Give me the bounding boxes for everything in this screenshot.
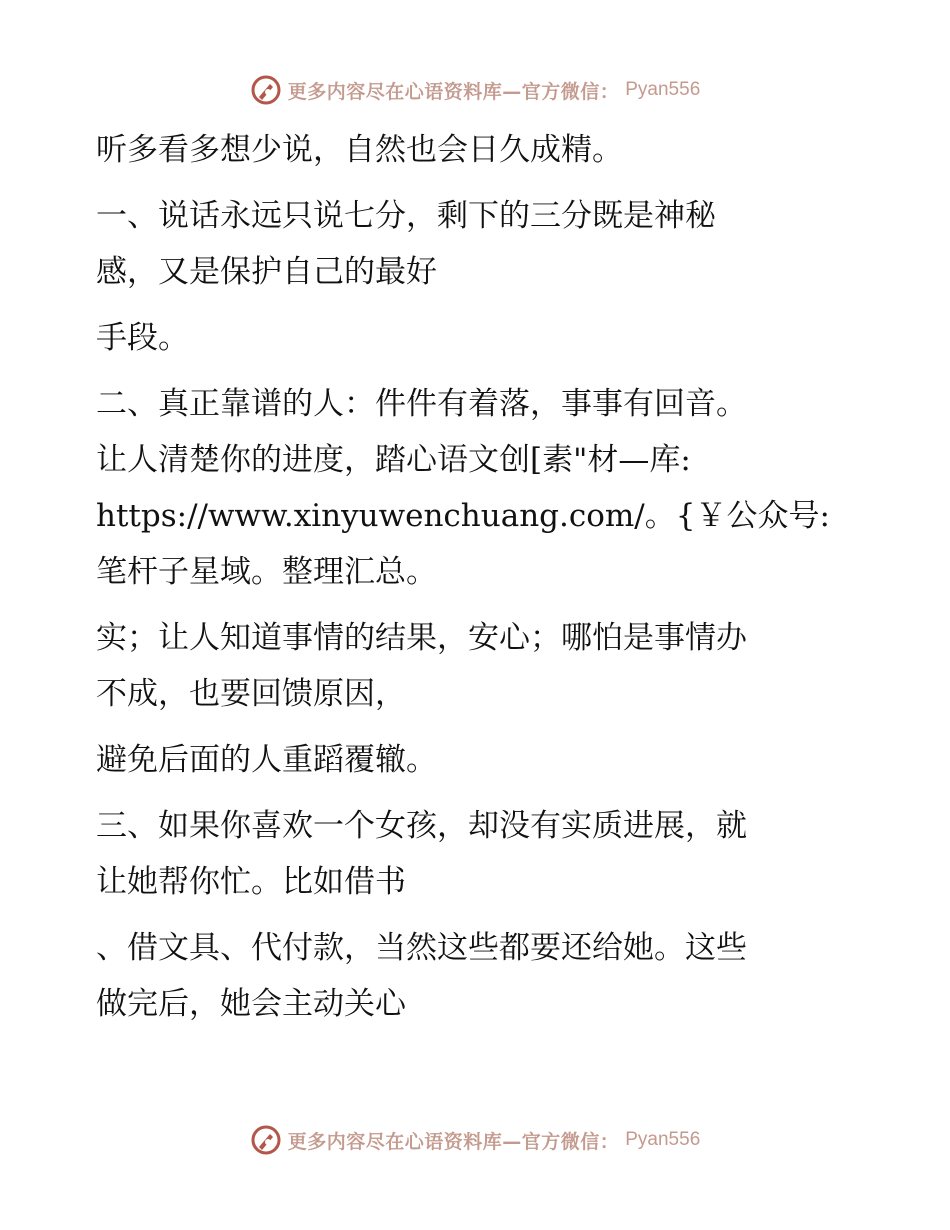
paragraph-line: 让她帮你忙。比如借书 — [96, 864, 406, 900]
paragraph-line: 做完后，她会主动关心 — [96, 986, 406, 1022]
paragraph-line: 听多看多想少说，自然也会日久成精。 — [96, 132, 623, 168]
paragraph-line: 手段。 — [96, 320, 189, 356]
paragraph-line: 一、说话永远只说七分，剩下的三分既是神秘 — [96, 198, 716, 234]
paragraph-line: 避免后面的人重蹈覆辙。 — [96, 742, 437, 778]
paragraph-line: 不成，也要回馈原因， — [96, 676, 406, 712]
paragraph-line: 感，又是保护自己的最好 — [96, 254, 437, 290]
paragraph-line: 、借文具、代付款，当然这些都要还给她。这些 — [96, 930, 747, 966]
footer-banner — [0, 1120, 950, 1160]
paragraph-line: 笔杆子星域。整理汇总。 — [96, 554, 437, 590]
document-body — [96, 122, 856, 1032]
footer-banner-contact: Pyan556 — [625, 1129, 701, 1150]
header-banner — [0, 70, 950, 110]
header-banner-contact: Pyan556 — [625, 79, 701, 100]
paragraph-line: 实；让人知道事情的结果，安心；哪怕是事情办 — [96, 620, 747, 656]
pen-logo-icon — [250, 74, 282, 106]
paragraph-line: 三、如果你喜欢一个女孩，却没有实质进展，就 — [96, 808, 747, 844]
paragraph-line: https://www.xinyuwenchuang.com/。{￥公众号: — [96, 498, 830, 534]
footer-banner-text: 更多内容尽在心语资料库—官方微信： — [287, 1130, 620, 1153]
header-banner-text: 更多内容尽在心语资料库—官方微信： — [287, 80, 620, 103]
paragraph-line: 二、真正靠谱的人：件件有着落，事事有回音。 — [96, 386, 747, 422]
paragraph-line: 让人清楚你的进度，踏心语文创[素"材—库: — [96, 442, 691, 478]
pen-logo-icon — [250, 1124, 282, 1156]
